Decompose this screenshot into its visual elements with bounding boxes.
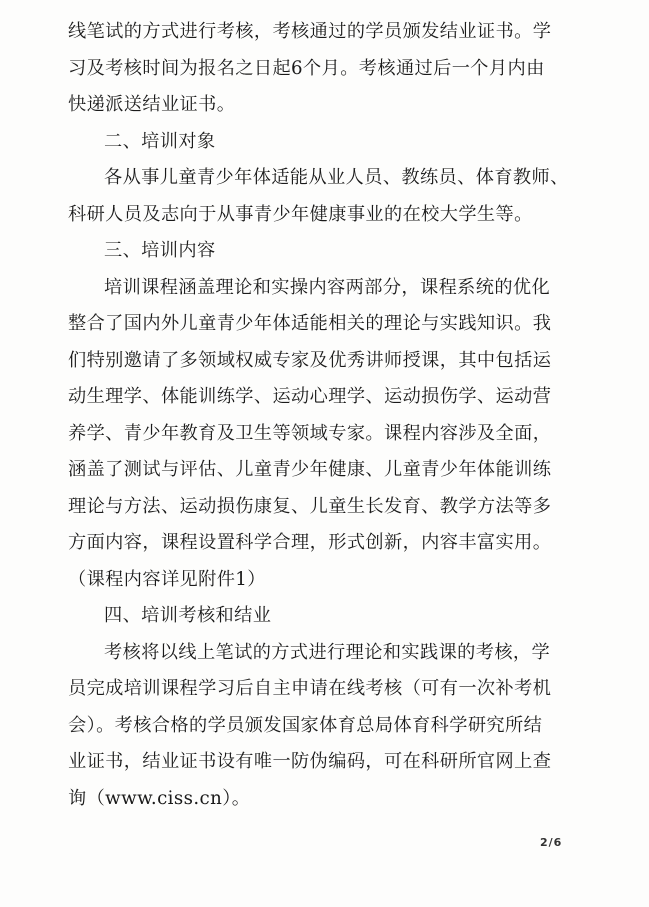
- body-line: 涵盖了测试与评估、儿童青少年健康、儿童青少年体能训练: [68, 459, 552, 480]
- body-line: 快递派送结业证书。: [68, 94, 236, 115]
- body-line: 整合了国内外儿童青少年体适能相关的理论与实践知识。我: [68, 313, 552, 334]
- paragraph-first-line: 考核将以线上笔试的方式进行理论和实践课的考核，学: [104, 641, 551, 663]
- body-line: 动生理学、体能训练学、运动心理学、运动损伤学、运动营: [68, 386, 552, 407]
- section-heading-training-content: 三、培训内容: [104, 240, 216, 261]
- body-line: 们特别邀请了多领域权威专家及优秀讲师授课，其中包括运: [68, 349, 552, 371]
- body-line: 线笔试的方式进行考核，考核通过的学员颁发结业证书。学: [68, 21, 552, 42]
- page-number: 2/6: [540, 836, 563, 849]
- paragraph-first-line: 培训课程涵盖理论和实操内容两部分，课程系统的优化: [104, 276, 551, 298]
- body-line: （课程内容详见附件1）: [68, 568, 266, 590]
- body-line: 习及考核时间为报名之日起6个月。考核通过后一个月内由: [68, 57, 545, 79]
- paragraph-first-line: 各从事儿童青少年体适能从业人员、教练员、体育教师、: [104, 167, 569, 188]
- body-line: 养学、青少年教育及卫生等领域专家。课程内容涉及全面，: [68, 422, 552, 444]
- body-line: 理论与方法、运动损伤康复、儿童生长发育、教学方法等多: [68, 495, 552, 517]
- body-line: 业证书，结业证书设有唯一防伪编码，可在科研所官网上查: [68, 751, 552, 772]
- body-line: 询（www.ciss.cn）。: [68, 787, 251, 809]
- body-line: 方面内容，课程设置科学合理，形式创新，内容丰富实用。: [68, 532, 552, 553]
- section-heading-training-target: 二、培训对象: [104, 130, 216, 152]
- body-line: 员完成培训课程学习后自主申请在线考核（可有一次补考机: [68, 678, 552, 699]
- body-line: 会）。考核合格的学员颁发国家体育总局体育科学研究所结: [68, 714, 543, 736]
- section-heading-assessment: 四、培训考核和结业: [104, 605, 272, 626]
- body-line: 科研人员及志向于从事青少年健康事业的在校大学生等。: [68, 203, 533, 225]
- document-body: [68, 14, 588, 817]
